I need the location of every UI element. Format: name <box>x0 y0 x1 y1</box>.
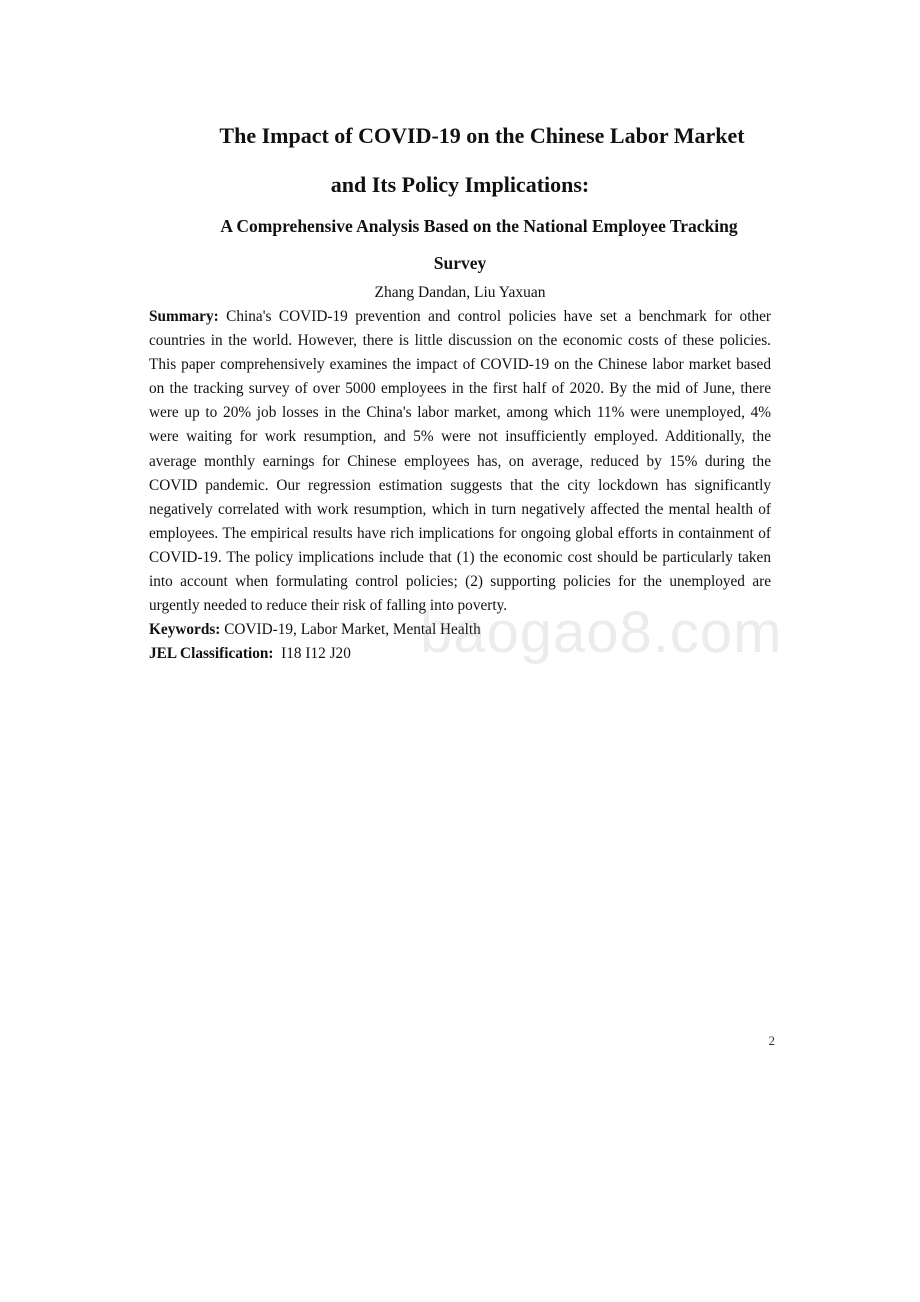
summary-paragraph <box>149 305 771 618</box>
jel-classification-line <box>149 643 351 665</box>
paper-title-line-2: and Its Policy Implications: <box>330 172 590 197</box>
paper-subtitle-line-1: A Comprehensive Analysis Based on the National Employee Tracking <box>220 216 738 236</box>
keywords-text: COVID-19, Labor Market, Mental Health <box>220 621 481 638</box>
page-number: 2 <box>768 1033 775 1048</box>
keywords-line <box>149 619 481 641</box>
jel-label: JEL Classification: <box>149 645 274 662</box>
author-list: Zhang Dandan, Liu Yaxuan <box>374 284 546 301</box>
paper-title-line-1: The Impact of COVID-19 on the Chinese Labor Market <box>219 123 745 148</box>
watermark: baogao8.com <box>420 600 783 665</box>
keywords-label: Keywords: <box>149 621 221 638</box>
paper-subtitle-line-2: Survey <box>433 253 487 273</box>
summary-text: China's COVID-19 prevention and control policies have set a benchmark for other countries in the world. However, there is little discussion on the economic costs of these policies. This paper comprehensively examines the impact of COVID-19 on the Chinese labor market based on the tracking survey of over 5000 employees in the first half of 2020. By the mid of June, there were up to 20% job losses in the China's labor market, among which 11% were unemployed, 4% were waiting for work resumption, and 5% were not insufficiently employed. Additionally, the average monthly earnings for Chinese employees has, on average, reduced by 15% during the COVID pandemic. Our regression estimation suggests that the city lockdown has significantly negatively correlated with work resumption, which in turn negatively affected the mental health of employees. The empirical results have rich implications for ongoing global efforts in containment of COVID-19. The policy implications include that (1) the economic cost should be particularly taken into account when formulating control policies; (2) supporting policies for the unemployed are urgently needed to reduce their risk of falling into poverty. <box>149 308 771 615</box>
jel-codes: I18 I12 J20 <box>273 645 351 662</box>
summary-label: Summary: <box>149 308 219 325</box>
